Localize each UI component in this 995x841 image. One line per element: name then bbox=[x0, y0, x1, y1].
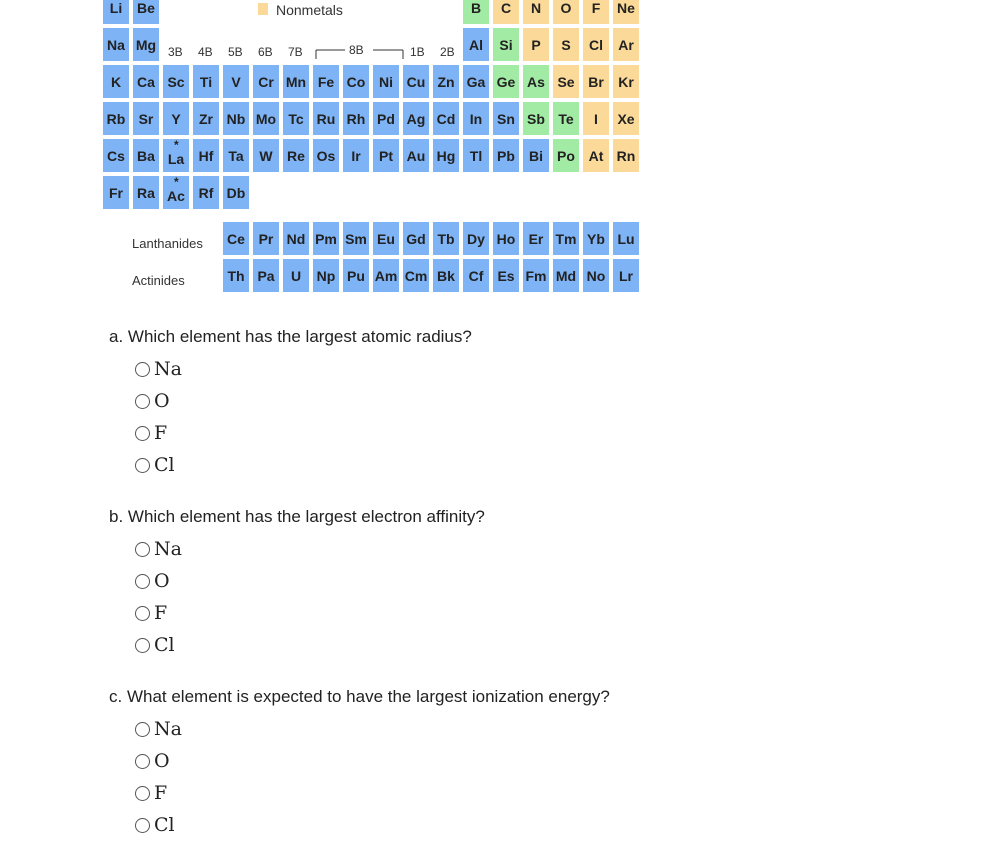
element-f: F bbox=[582, 0, 610, 25]
element-cu: Cu bbox=[402, 64, 430, 99]
element-in: In bbox=[462, 101, 490, 136]
actinide-element-fm: Fm bbox=[522, 258, 550, 293]
element-p: P bbox=[522, 27, 550, 62]
group-label-4b: 4B bbox=[198, 45, 213, 59]
actinide-element-lr: Lr bbox=[612, 258, 640, 293]
series-marker-icon: * bbox=[174, 175, 179, 189]
element-ne: Ne bbox=[612, 0, 640, 25]
actinide-element-es: Es bbox=[492, 258, 520, 293]
lanthanide-element-sm: Sm bbox=[342, 221, 370, 256]
element-ar: Ar bbox=[612, 27, 640, 62]
group-label-1b: 1B bbox=[410, 45, 425, 59]
element-pt: Pt bbox=[372, 138, 400, 173]
actinide-element-am: Am bbox=[372, 258, 400, 293]
group-label-2b: 2B bbox=[440, 45, 455, 59]
element-au: Au bbox=[402, 138, 430, 173]
element-i: I bbox=[582, 101, 610, 136]
element-ra: Ra bbox=[132, 175, 160, 210]
nonmetal-legend-swatch bbox=[258, 3, 268, 15]
question-b bbox=[108, 507, 485, 661]
element-mn: Mn bbox=[282, 64, 310, 99]
q-c-option-na[interactable] bbox=[135, 713, 610, 745]
element-as: As bbox=[522, 64, 550, 99]
element-rb: Rb bbox=[102, 101, 130, 136]
actinide-element-bk: Bk bbox=[432, 258, 460, 293]
element-pb: Pb bbox=[492, 138, 520, 173]
element-si: Si bbox=[492, 27, 520, 62]
element-mg: Mg bbox=[132, 27, 160, 62]
element-ba: Ba bbox=[132, 138, 160, 173]
element-sc: Sc bbox=[162, 64, 190, 99]
radio-button[interactable] bbox=[135, 426, 150, 441]
option-label: F bbox=[154, 422, 168, 444]
option-label: Cl bbox=[154, 814, 175, 836]
radio-button[interactable] bbox=[135, 818, 150, 833]
element-la: La * bbox=[162, 138, 190, 173]
element-k: K bbox=[102, 64, 130, 99]
group-label-7b: 7B bbox=[288, 45, 303, 59]
radio-button[interactable] bbox=[135, 574, 150, 589]
element-b: B bbox=[462, 0, 490, 25]
q-a-option-na[interactable] bbox=[135, 353, 472, 385]
q-a-option-f[interactable] bbox=[135, 417, 472, 449]
element-db: Db bbox=[222, 175, 250, 210]
element-hg: Hg bbox=[432, 138, 460, 173]
element-co: Co bbox=[342, 64, 370, 99]
q-b-option-na[interactable] bbox=[135, 533, 485, 565]
option-label: Na bbox=[154, 358, 182, 380]
group-label-3b: 3B bbox=[168, 45, 183, 59]
element-sr: Sr bbox=[132, 101, 160, 136]
element-ac: Ac * bbox=[162, 175, 190, 210]
question-b-text: b. Which element has the largest electron affinity? bbox=[109, 507, 485, 526]
element-kr: Kr bbox=[612, 64, 640, 99]
element-s: S bbox=[552, 27, 580, 62]
question-c-text: c. What element is expected to have the largest ionization energy? bbox=[109, 687, 610, 706]
element-te: Te bbox=[552, 101, 580, 136]
series-marker-icon: * bbox=[174, 138, 179, 152]
element-ru: Ru bbox=[312, 101, 340, 136]
option-label: O bbox=[154, 390, 170, 412]
element-pd: Pd bbox=[372, 101, 400, 136]
element-cr: Cr bbox=[252, 64, 280, 99]
actinide-element-md: Md bbox=[552, 258, 580, 293]
lanthanide-element-ho: Ho bbox=[492, 221, 520, 256]
q-b-option-f[interactable] bbox=[135, 597, 485, 629]
option-label: O bbox=[154, 570, 170, 592]
element-ge: Ge bbox=[492, 64, 520, 99]
element-mo: Mo bbox=[252, 101, 280, 136]
lanthanides-label: Lanthanides bbox=[132, 236, 203, 251]
element-o: O bbox=[552, 0, 580, 25]
element-ti: Ti bbox=[192, 64, 220, 99]
element-w: W bbox=[252, 138, 280, 173]
question-a bbox=[108, 327, 472, 481]
element-rf: Rf bbox=[192, 175, 220, 210]
actinide-element-cf: Cf bbox=[462, 258, 490, 293]
actinide-element-cm: Cm bbox=[402, 258, 430, 293]
element-zr: Zr bbox=[192, 101, 220, 136]
radio-button[interactable] bbox=[135, 362, 150, 377]
radio-button[interactable] bbox=[135, 754, 150, 769]
option-label: F bbox=[154, 602, 168, 624]
actinide-element-u: U bbox=[282, 258, 310, 293]
actinide-element-no: No bbox=[582, 258, 610, 293]
element-cd: Cd bbox=[432, 101, 460, 136]
question-a-text: a. Which element has the largest atomic radius? bbox=[109, 327, 472, 346]
element-xe: Xe bbox=[612, 101, 640, 136]
actinide-element-np: Np bbox=[312, 258, 340, 293]
element-fe: Fe bbox=[312, 64, 340, 99]
q-b-option-o[interactable] bbox=[135, 565, 485, 597]
element-be: Be bbox=[132, 0, 160, 25]
element-y: Y bbox=[162, 101, 190, 136]
q-c-option-f[interactable] bbox=[135, 777, 610, 809]
element-po: Po bbox=[552, 138, 580, 173]
actinides-label: Actinides bbox=[132, 273, 185, 288]
element-zn: Zn bbox=[432, 64, 460, 99]
group-label-6b: 6B bbox=[258, 45, 273, 59]
lanthanide-element-eu: Eu bbox=[372, 221, 400, 256]
option-label: Cl bbox=[154, 454, 175, 476]
element-ta: Ta bbox=[222, 138, 250, 173]
radio-button[interactable] bbox=[135, 458, 150, 473]
radio-button[interactable] bbox=[135, 786, 150, 801]
element-br: Br bbox=[582, 64, 610, 99]
element-nb: Nb bbox=[222, 101, 250, 136]
radio-button[interactable] bbox=[135, 542, 150, 557]
lanthanide-element-er: Er bbox=[522, 221, 550, 256]
element-cl: Cl bbox=[582, 27, 610, 62]
element-c: C bbox=[492, 0, 520, 25]
radio-button[interactable] bbox=[135, 722, 150, 737]
option-label: Na bbox=[154, 718, 182, 740]
radio-button[interactable] bbox=[135, 606, 150, 621]
element-rn: Rn bbox=[612, 138, 640, 173]
element-at: At bbox=[582, 138, 610, 173]
lanthanide-element-dy: Dy bbox=[462, 221, 490, 256]
group-label-8b: 8B bbox=[349, 43, 364, 57]
question-c bbox=[108, 687, 610, 841]
element-li: Li bbox=[102, 0, 130, 25]
element-ag: Ag bbox=[402, 101, 430, 136]
q-a-option-cl[interactable] bbox=[135, 449, 472, 481]
option-label: O bbox=[154, 750, 170, 772]
lanthanide-element-tm: Tm bbox=[552, 221, 580, 256]
element-v: V bbox=[222, 64, 250, 99]
element-al: Al bbox=[462, 27, 490, 62]
element-bi: Bi bbox=[522, 138, 550, 173]
element-se: Se bbox=[552, 64, 580, 99]
q-a-option-o[interactable] bbox=[135, 385, 472, 417]
lanthanide-element-pm: Pm bbox=[312, 221, 340, 256]
option-label: Cl bbox=[154, 634, 175, 656]
actinide-element-pu: Pu bbox=[342, 258, 370, 293]
element-tc: Tc bbox=[282, 101, 310, 136]
element-n: N bbox=[522, 0, 550, 25]
element-ga: Ga bbox=[462, 64, 490, 99]
actinide-element-th: Th bbox=[222, 258, 250, 293]
lanthanide-element-nd: Nd bbox=[282, 221, 310, 256]
option-label: F bbox=[154, 782, 168, 804]
radio-button[interactable] bbox=[135, 638, 150, 653]
lanthanide-element-gd: Gd bbox=[402, 221, 430, 256]
element-sb: Sb bbox=[522, 101, 550, 136]
lanthanide-element-yb: Yb bbox=[582, 221, 610, 256]
element-os: Os bbox=[312, 138, 340, 173]
element-rh: Rh bbox=[342, 101, 370, 136]
element-tl: Tl bbox=[462, 138, 490, 173]
group-label-5b: 5B bbox=[228, 45, 243, 59]
radio-button[interactable] bbox=[135, 394, 150, 409]
option-label: Na bbox=[154, 538, 182, 560]
element-na: Na bbox=[102, 27, 130, 62]
lanthanide-element-pr: Pr bbox=[252, 221, 280, 256]
actinide-element-pa: Pa bbox=[252, 258, 280, 293]
lanthanide-element-ce: Ce bbox=[222, 221, 250, 256]
element-re: Re bbox=[282, 138, 310, 173]
element-cs: Cs bbox=[102, 138, 130, 173]
element-sn: Sn bbox=[492, 101, 520, 136]
nonmetal-legend-label: Nonmetals bbox=[276, 2, 343, 18]
element-ir: Ir bbox=[342, 138, 370, 173]
q-c-option-cl[interactable] bbox=[135, 809, 610, 841]
q-b-option-cl[interactable] bbox=[135, 629, 485, 661]
q-c-option-o[interactable] bbox=[135, 745, 610, 777]
element-fr: Fr bbox=[102, 175, 130, 210]
element-ni: Ni bbox=[372, 64, 400, 99]
element-hf: Hf bbox=[192, 138, 220, 173]
periodic-table bbox=[0, 0, 995, 300]
element-ca: Ca bbox=[132, 64, 160, 99]
lanthanide-element-tb: Tb bbox=[432, 221, 460, 256]
lanthanide-element-lu: Lu bbox=[612, 221, 640, 256]
